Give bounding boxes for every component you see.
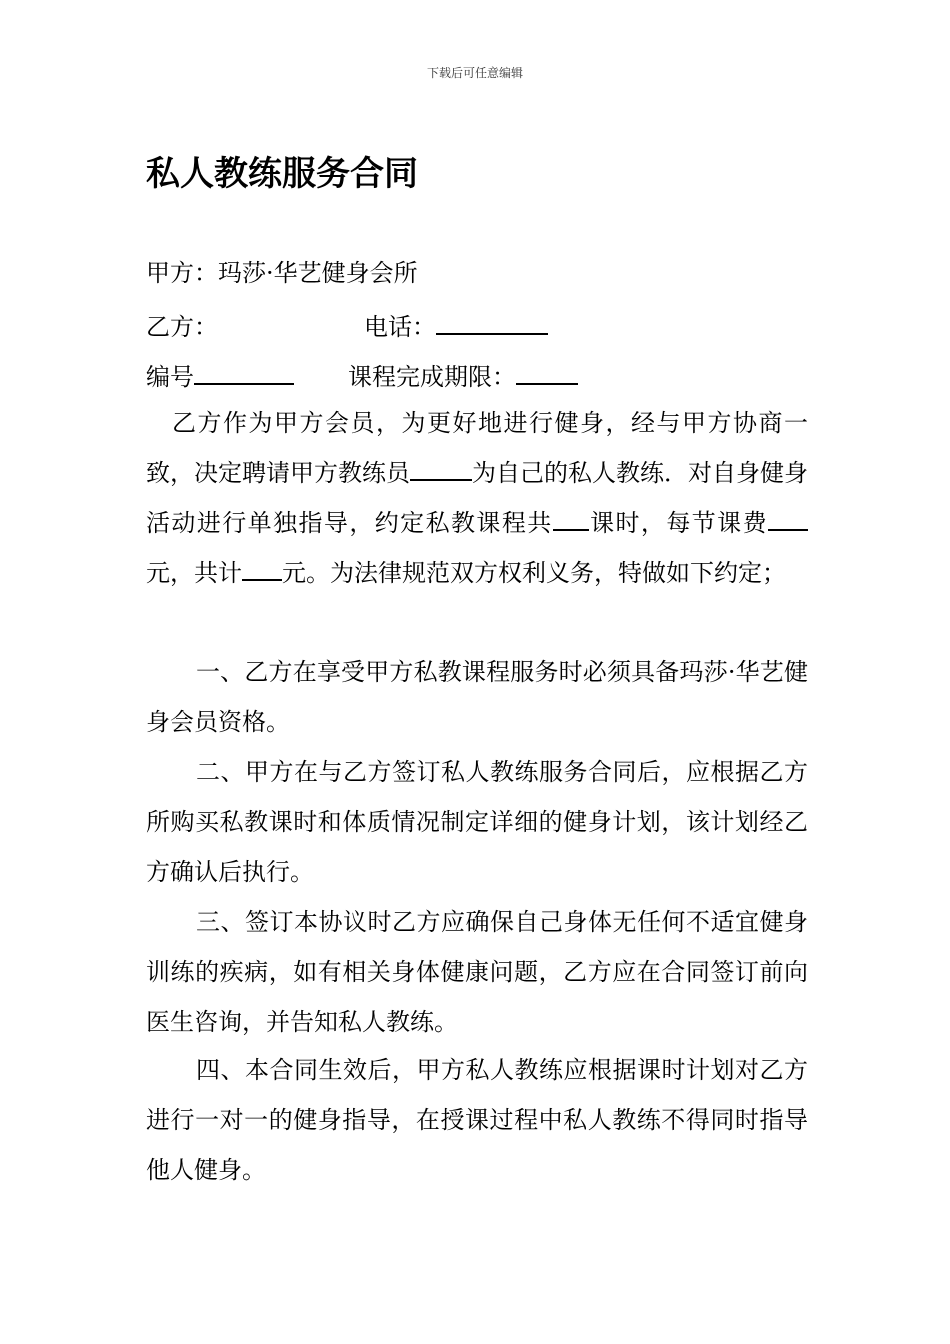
intro-text-4: 元，共计 bbox=[146, 559, 242, 587]
deadline-blank[interactable] bbox=[516, 357, 578, 385]
intro-text-5: 元。为法律规范双方权利义务，特做如下约定； bbox=[282, 559, 786, 587]
clause-2: 二、甲方在与乙方签订私人教练服务合同后，应根据乙方所购买私教课时和体质情况制定详细的健身计划，该计划经乙方确认后执行。 bbox=[146, 758, 808, 886]
document-title: 私人教练服务合同 bbox=[146, 154, 418, 194]
intro-text-3: 课时，每节课费 bbox=[588, 509, 769, 537]
number-line bbox=[146, 357, 578, 394]
phone-label: 电话： bbox=[364, 313, 436, 341]
party-a-text: 甲方：玛莎·华艺健身会所 bbox=[146, 259, 418, 287]
intro-text-2: 为自己的私人教练．对自身健身活动进行单独指导，约定私教课程共 bbox=[146, 459, 808, 537]
header-note: 下载后可任意编辑 bbox=[426, 66, 523, 80]
deadline-label: 课程完成期限： bbox=[348, 363, 516, 391]
hours-blank[interactable] bbox=[553, 505, 589, 531]
total-fee-blank[interactable] bbox=[242, 555, 282, 581]
clause-3: 三、签订本协议时乙方应确保自己身体无任何不适宜健身训练的疾病，如有相关身体健康问题，乙方应在合同签订前向医生咨询，并告知私人教练。 bbox=[146, 908, 808, 1036]
number-label: 编号 bbox=[146, 363, 194, 391]
phone-blank[interactable] bbox=[436, 307, 548, 335]
party-b-label: 乙方： bbox=[146, 313, 218, 341]
clause-1: 一、乙方在享受甲方私教课程服务时必须具备玛莎·华艺健身会员资格。 bbox=[146, 658, 808, 736]
intro-text-1: 乙方作为甲方会员，为更好地进行健身，经与甲方协商一致，决定聘请甲方教练员 bbox=[146, 409, 808, 487]
number-blank[interactable] bbox=[194, 357, 294, 385]
clause-4: 四、本合同生效后，甲方私人教练应根据课时计划对乙方进行一对一的健身指导，在授课过程中私人教练不得同时指导他人健身。 bbox=[146, 1056, 808, 1184]
coach-name-blank[interactable] bbox=[410, 455, 472, 481]
fee-per-class-blank[interactable] bbox=[768, 505, 808, 531]
party-a-line bbox=[146, 256, 418, 290]
party-b-line bbox=[146, 307, 548, 344]
intro-paragraph bbox=[146, 398, 808, 598]
